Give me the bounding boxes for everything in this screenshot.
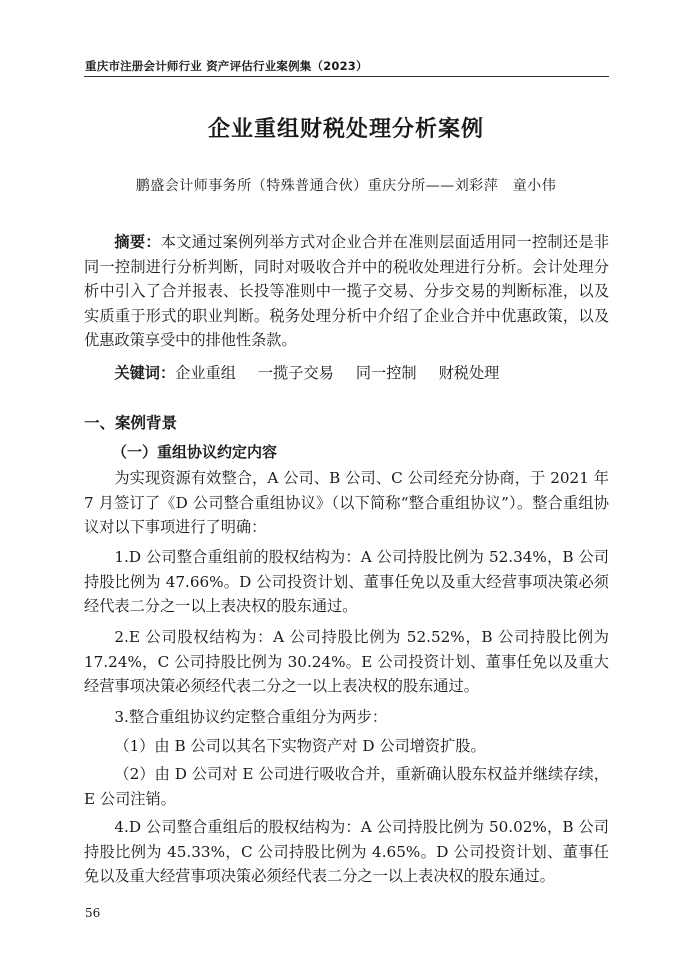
section-subheading: （一）重组协议约定内容	[112, 443, 278, 461]
abstract-text: 本文通过案例列举方式对企业合并在准则层面适用同一控制还是非同一控制进行分析判断，同时对吸收合并中的税收处理进行分析。会计处理分析中引入了合并报表、长投等准则中一揽子交易、分步交易的判断标准，以及实质重于形式的职业判断。税务处理分析中介绍了企业合并中优惠政策，以及优惠政策享受中的排他性条款。	[84, 233, 610, 350]
keyword-item: 企业重组	[175, 364, 236, 382]
keywords	[84, 361, 609, 386]
paragraph: 4.D 公司整合重组后的股权结构为：A 公司持股比例为 50.02%，B 公司持股比例为 45.33%，C 公司持股比例为 4.65%。D 公司投资计划、董事任免以及重大经营事项决策必须经代表二分之一以上表决权的股东通过。	[84, 818, 609, 886]
paragraph: 3.整合重组协议约定整合重组分为两步：	[114, 708, 388, 726]
keywords-label: 关键词：	[114, 364, 176, 382]
article-title: 企业重组财税处理分析案例	[207, 117, 484, 142]
running-header: 重庆市注册会计师行业 资产评估行业案例集（2023）	[85, 59, 368, 73]
page-number: 56	[85, 906, 101, 920]
keyword-item: 一揽子交易	[257, 364, 334, 382]
paragraph: （1）由 B 公司以其名下实物资产对 D 公司增资扩股。	[114, 737, 486, 755]
paragraph: 为实现资源有效整合，A 公司、B 公司、C 公司经充分协商，于 2021 年 7 月签订了《D 公司整合重组协议》（以下简称“整合重组协议”）。整合重组协议对以下事项进行了明确：	[84, 469, 609, 537]
abstract-label: 摘要：	[114, 233, 161, 251]
paragraph: 1.D 公司整合重组前的股权结构为：A 公司持股比例为 52.34%，B 公司持股比例为 47.66%。D 公司投资计划、董事任免以及重大经营事项决策必须经代表二分之一以上表决权的股东通过。	[84, 548, 609, 616]
section-heading: 一、案例背景	[84, 414, 178, 432]
paragraph: （2）由 D 公司对 E 公司进行吸收合并，重新确认股东权益并继续存续，E 公司注销。	[84, 765, 609, 808]
header-rule	[84, 76, 609, 77]
keyword-item: 财税处理	[438, 364, 500, 382]
keyword-item: 同一控制	[355, 364, 417, 382]
article-authors: 鹏盛会计师事务所（特殊普通合伙）重庆分所——刘彩萍 童小伟	[135, 178, 557, 194]
paragraph: 2.E 公司股权结构为：A 公司持股比例为 52.52%，B 公司持股比例为 17.24%，C 公司持股比例为 30.24%。E 公司投资计划、董事任免以及重大经营事项决策必须经代表二分之一以上表决权的股东通过。	[84, 628, 609, 696]
abstract	[84, 230, 609, 353]
